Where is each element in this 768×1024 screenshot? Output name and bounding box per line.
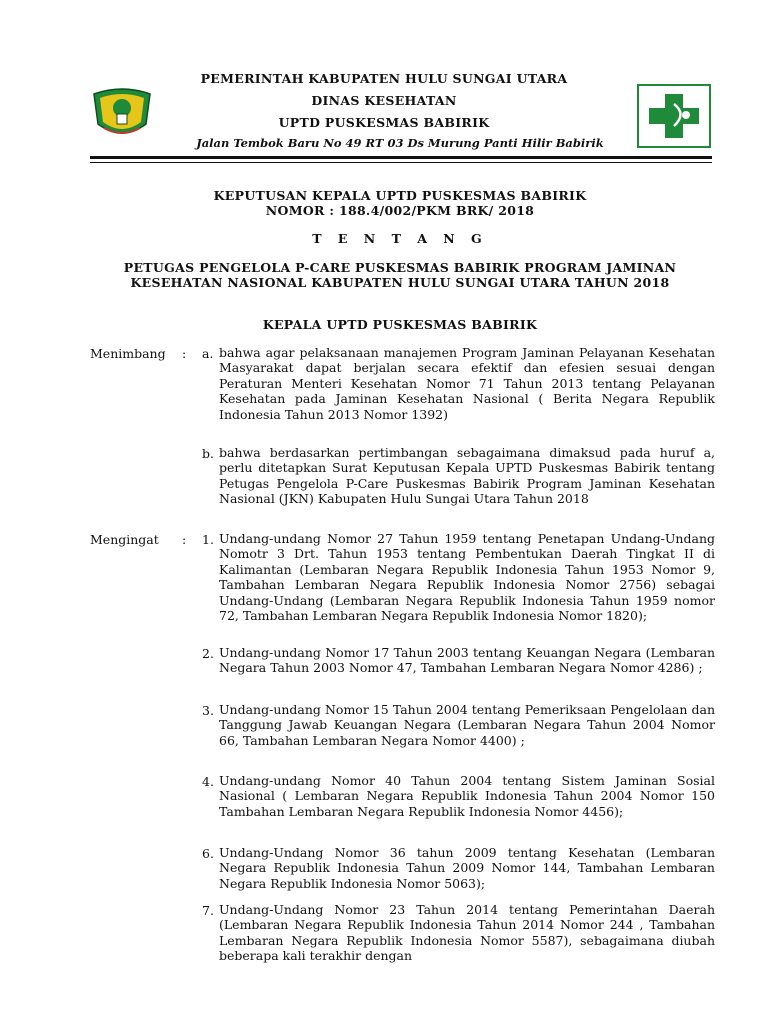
mengingat-label: Mengingat	[90, 532, 159, 547]
mengingat-marker-4: 4.	[202, 774, 214, 789]
decree-subject-line1: PETUGAS PENGELOLA P-CARE PUSKESMAS BABIRIK PROGRAM JAMINAN	[123, 260, 677, 275]
mengingat-item-7-text: Undang-Undang Nomor 23 Tahun 2014 tentang Pemerintahan Daerah (Lembaran Negara Republik Indonesia Tahun 2014 Nomor 244 , Tambahan Lembaran Negara Republik Indonesia Nomor 5587), sebagaimana diubah beberapa kali terakhir dengan	[219, 902, 715, 964]
mengingat-marker-2: 2.	[202, 646, 214, 661]
menimbang-colon: :	[182, 346, 187, 361]
header-address: Jalan Tembok Baru No 49 RT 03 Ds Murung Panti Hilir Babirik	[196, 136, 604, 150]
mengingat-item-2	[219, 645, 715, 676]
menimbang-label: Menimbang	[90, 346, 166, 361]
menimbang-marker-b: b.	[202, 446, 214, 461]
mengingat-item-6-text: Undang-Undang Nomor 36 tahun 2009 tentang Kesehatan (Lembaran Negara Republik Indonesia Tahun 2009 Nomor 144, Tambahan Lembaran Negara Republik Indonesia Nomor 5063);	[219, 845, 715, 891]
mengingat-marker-6: 6.	[202, 846, 214, 861]
decree-subject-line2: KESEHATAN NASIONAL KABUPATEN HULU SUNGAI UTARA TAHUN 2018	[130, 275, 670, 290]
mengingat-colon: :	[182, 532, 187, 547]
menimbang-item-a	[219, 345, 715, 422]
header-government: PEMERINTAH KABUPATEN HULU SUNGAI UTARA	[200, 71, 568, 86]
mengingat-item-3	[219, 702, 715, 748]
header-rule-thin	[90, 162, 712, 163]
mengingat-item-2-text: Undang-undang Nomor 17 Tahun 2003 tentang Keuangan Negara (Lembaran Negara Tahun 2003 Nomor 47, Tambahan Lembaran Negara Nomor 4286) ;	[219, 645, 715, 676]
header-rule-thick	[90, 156, 712, 159]
decree-title: KEPUTUSAN KEPALA UPTD PUSKESMAS BABIRIK	[213, 188, 587, 203]
mengingat-item-4	[219, 773, 715, 819]
mengingat-item-1	[219, 531, 715, 623]
menimbang-item-b-text: bahwa berdasarkan pertimbangan sebagaimana dimaksud pada huruf a, perlu ditetapkan Surat Keputusan Kepala UPTD Puskesmas Babirik tentang Petugas Pengelola P-Care Puskesmas Babirik Program Jaminan Kesehatan Nasional (JKN) Kabupaten Hulu Sungai Utara Tahun 2018	[219, 445, 715, 507]
mengingat-item-3-text: Undang-undang Nomor 15 Tahun 2004 tentang Pemeriksaan Pengelolaan dan Tanggung Jawab Keuangan Negara (Lembaran Negara Tahun 2004 Nomor 66, Tambahan Lembaran Negara Nomor 4400) ;	[219, 702, 715, 748]
header-department: DINAS KESEHATAN	[311, 93, 457, 108]
decree-issuer: KEPALA UPTD PUSKESMAS BABIRIK	[262, 317, 538, 332]
menimbang-item-a-text: bahwa agar pelaksanaan manajemen Program Jaminan Pelayanan Kesehatan Masyarakat dapat berjalan secara efektif dan efesien sesuai dengan Peraturan Menteri Kesehatan Nomor 71 Tahun 2013 tentang Pelayanan Kesehatan pada Jaminan Kesehatan Nasional ( Berita Negara Republik Indonesia Tahun 2013 Nomor 1392)	[219, 345, 715, 422]
mengingat-marker-3: 3.	[202, 703, 214, 718]
decree-number: NOMOR : 188.4/002/PKM BRK/ 2018	[265, 203, 535, 218]
mengingat-item-4-text: Undang-undang Nomor 40 Tahun 2004 tentang Sistem Jaminan Sosial Nasional ( Lembaran Negara Republik Indonesia Tahun 2004 Nomor 150 Tambahan Lembaran Negara Republik Indonesia Nomor 4456);	[219, 773, 715, 819]
decree-tentang: T E N T A N G	[312, 231, 488, 246]
mengingat-item-6	[219, 845, 715, 891]
header-unit: UPTD PUSKESMAS BABIRIK	[278, 115, 490, 130]
mengingat-item-7	[219, 902, 715, 964]
menimbang-marker-a: a.	[202, 346, 214, 361]
mengingat-item-1-text: Undang-undang Nomor 27 Tahun 1959 tentang Penetapan Undang-Undang Nomotr 3 Drt. Tahun 1953 tentang Pembentukan Daerah Tingkat II di Kalimantan (Lembaran Negara Republik Indonesia Tahun 1953 Nomor 9, Tambahan Lembaran Negara Republik Indonesia Nomor 2756) sebagai Undang-Undang (Lembaran Negara Republik Indonesia Tahun 1959 nomor 72, Tambahan Lembaran Negara Republik Indonesia Nomor 1820);	[219, 531, 715, 624]
menimbang-item-b	[219, 445, 715, 507]
mengingat-marker-1: 1.	[202, 532, 214, 547]
mengingat-marker-7: 7.	[202, 903, 214, 918]
